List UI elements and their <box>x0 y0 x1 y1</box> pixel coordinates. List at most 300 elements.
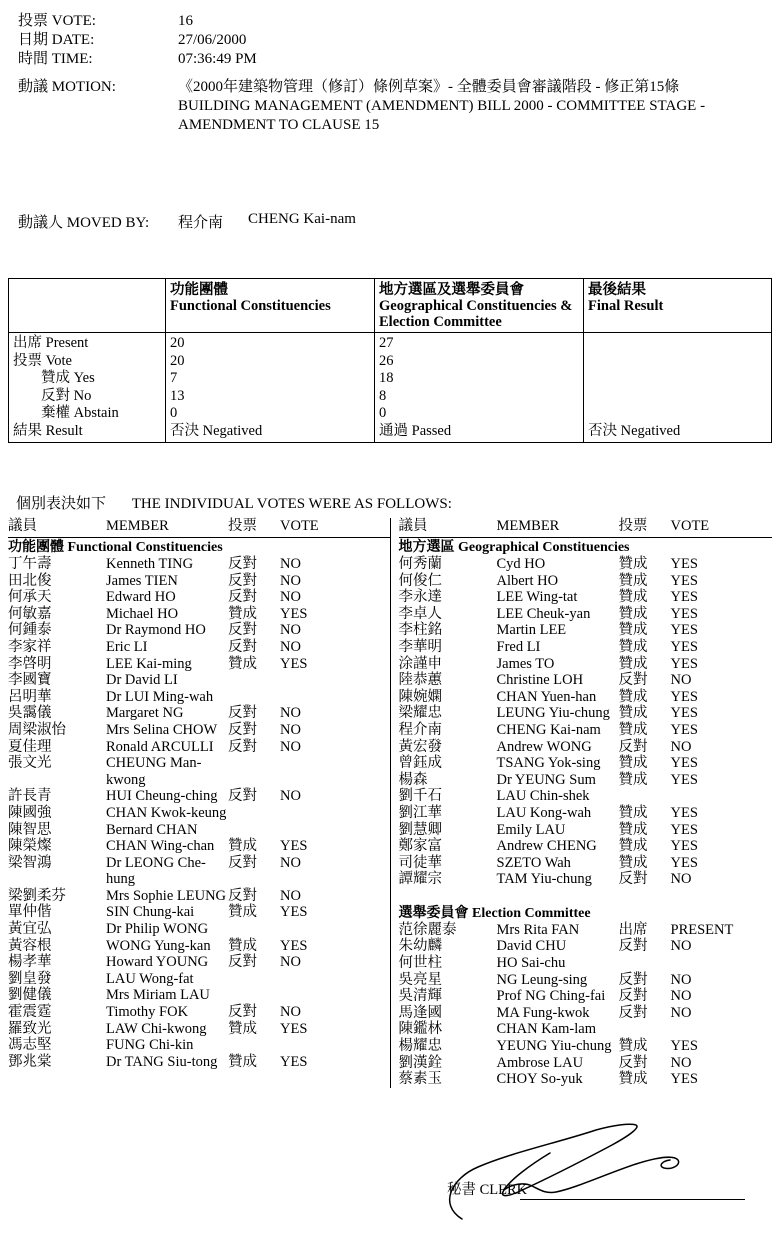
member-vote-en <box>671 955 773 972</box>
member-vote-en: NO <box>670 971 692 988</box>
summary-label-yes <box>13 370 161 388</box>
member-name-en: CHOY So-yuk <box>496 1071 583 1088</box>
gc-result: 通過 Passed <box>379 422 452 439</box>
group-header-geographical-cn: 地方選區 <box>398 540 455 555</box>
member-row <box>8 822 390 839</box>
member-vote-en: YES <box>670 854 698 871</box>
member-vote-en <box>280 971 390 988</box>
member-name-en: Mrs Sophie LEUNG <box>106 887 227 904</box>
member-vote-en: YES <box>670 638 698 655</box>
motion-text <box>178 78 760 135</box>
individual-votes-title <box>16 492 452 513</box>
member-vote-cn <box>228 689 280 706</box>
member-vote-en: YES <box>670 556 698 572</box>
member-row <box>8 1037 390 1054</box>
member-vote-cn: 反對 <box>228 589 257 606</box>
member-name-cn: 鄧兆棠 <box>8 1053 52 1070</box>
member-row <box>399 922 773 939</box>
member-row <box>399 739 773 756</box>
member-name-cn: 陳國強 <box>8 804 52 821</box>
member-name-en: SZETO Wah <box>496 854 571 871</box>
label-vote-cn: 投票 <box>13 352 42 369</box>
member-vote-cn <box>228 822 280 839</box>
member-row <box>8 888 390 905</box>
member-vote-en: NO <box>280 1004 301 1021</box>
meta-row-time <box>18 50 758 69</box>
member-vote-en: YES <box>670 838 698 855</box>
group-header-functional <box>8 538 390 556</box>
summary-header-functional-en: Functional Constituencies <box>170 298 331 314</box>
header-member-en-right: MEMBER <box>496 518 560 534</box>
summary-header-functional-cn: 功能團體 <box>170 282 228 298</box>
member-row <box>8 739 390 756</box>
member-name-cn: 田北俊 <box>8 572 52 589</box>
individual-votes-lists <box>8 518 772 1088</box>
member-name-en: Margaret NG <box>106 705 184 722</box>
motion-line-en-1: BUILDING MANAGEMENT (AMENDMENT) BILL 2000 - COMMITTEE STAGE - <box>178 98 706 114</box>
member-name-en: James TO <box>496 655 555 672</box>
member-vote-en <box>280 921 390 938</box>
member-vote-en: NO <box>670 1054 692 1071</box>
member-name-en: CHEUNG Man-kwong <box>106 755 202 788</box>
member-vote-cn: 反對 <box>228 622 257 639</box>
gc-yes: 18 <box>379 370 394 386</box>
summary-label-vote <box>13 353 161 371</box>
member-row <box>8 1004 390 1021</box>
member-name-en: CHAN Kwok-keung <box>106 804 227 821</box>
member-name-cn: 陸恭蕙 <box>398 672 442 689</box>
group-header-election-committee-en: Election Committee <box>472 905 591 921</box>
member-vote-en: YES <box>670 622 698 639</box>
member-name-en: Ambrose LAU <box>496 1054 584 1071</box>
member-name-en: LEE Wing-tat <box>496 589 578 606</box>
member-name-en: WONG Yung-kan <box>106 937 211 954</box>
member-row <box>399 772 773 789</box>
vote-value: 16 <box>178 13 193 29</box>
group-header-election-committee-cn: 選舉委員會 <box>398 905 469 921</box>
member-vote-cn: 贊成 <box>618 804 648 821</box>
fr-result: 否決 Negatived <box>588 422 681 439</box>
member-name-cn: 梁耀忠 <box>398 705 442 722</box>
member-row <box>399 1021 773 1038</box>
moved-by-name-en: CHENG Kai-nam <box>248 211 356 227</box>
member-name-cn: 梁劉柔芬 <box>8 887 66 904</box>
member-vote-en <box>671 788 773 805</box>
member-vote-cn: 贊成 <box>228 655 257 672</box>
member-row <box>399 656 773 673</box>
motion-label: 動議 MOTION: <box>18 79 116 95</box>
member-name-cn: 陳榮燦 <box>8 838 52 855</box>
label-vote-en: Vote <box>45 352 72 369</box>
member-vote-en: YES <box>280 1020 308 1037</box>
individual-votes-title-en: THE INDIVIDUAL VOTES WERE AS FOLLOWS: <box>131 496 452 512</box>
member-vote-en <box>280 987 390 1004</box>
summary-header-functional <box>166 279 375 333</box>
member-name-cn: 呂明華 <box>8 688 52 705</box>
label-result-cn: 結果 <box>13 422 42 439</box>
member-vote-cn: 贊成 <box>618 1038 648 1055</box>
member-name-cn: 蔡素玉 <box>398 1071 442 1088</box>
fc-vote: 20 <box>170 352 185 369</box>
member-name-en: Dr TANG Siu-tong <box>106 1053 218 1070</box>
fc-abstain: 0 <box>170 405 178 421</box>
clerk-label: 秘書 CLERK <box>447 1182 528 1198</box>
header-vote-cn-right: 投票 <box>618 518 648 534</box>
member-vote-en: NO <box>670 871 692 888</box>
member-vote-en: PRESENT <box>670 921 734 938</box>
member-name-en: Dr Philip WONG <box>106 921 209 938</box>
member-row <box>8 589 390 606</box>
member-row <box>8 705 390 722</box>
member-vote-en <box>671 1021 773 1038</box>
member-name-cn: 羅致光 <box>8 1020 52 1037</box>
member-vote-en: NO <box>280 887 301 904</box>
member-name-cn: 劉慧卿 <box>398 821 442 838</box>
member-name-cn: 黃容根 <box>8 937 52 954</box>
member-name-en: Mrs Selina CHOW <box>106 721 218 738</box>
member-vote-cn: 反對 <box>618 1004 648 1021</box>
member-vote-cn <box>228 987 280 1004</box>
member-row <box>399 573 773 590</box>
member-name-en: Timothy FOK <box>106 1004 189 1021</box>
member-vote-cn: 贊成 <box>618 838 648 855</box>
member-name-en: Kenneth TING <box>106 556 194 572</box>
member-name-cn: 李家祥 <box>8 638 52 655</box>
summary-header-blank <box>9 279 166 333</box>
member-vote-en: NO <box>280 589 301 606</box>
summary-header-final-en: Final Result <box>588 298 664 314</box>
member-row <box>8 904 390 921</box>
member-name-en: Martin LEE <box>496 622 567 639</box>
member-vote-cn: 贊成 <box>618 589 648 606</box>
header-vote-en-right: VOTE <box>670 518 710 534</box>
member-vote-cn: 贊成 <box>228 1020 257 1037</box>
member-rows-election-committee <box>399 922 773 1088</box>
member-name-en: SIN Chung-kai <box>106 904 195 921</box>
member-name-cn: 吳清輝 <box>398 988 442 1005</box>
fr-present <box>588 335 767 353</box>
member-vote-cn: 反對 <box>228 721 257 738</box>
header-vote-en: VOTE <box>280 518 319 534</box>
member-name-cn: 劉江華 <box>398 804 442 821</box>
summary-values-geographical <box>375 333 584 443</box>
member-vote-cn: 反對 <box>228 705 257 722</box>
member-vote-cn: 反對 <box>228 638 257 655</box>
date-value: 27/06/2000 <box>178 32 247 48</box>
member-name-cn: 朱幼麟 <box>398 938 442 955</box>
member-name-en: YEUNG Yiu-chung <box>496 1038 612 1055</box>
group-header-geographical <box>399 538 773 556</box>
member-row <box>399 1005 773 1022</box>
member-name-en: TSANG Yok-sing <box>496 755 601 772</box>
member-vote-en: NO <box>670 1004 692 1021</box>
summary-label-present <box>13 335 161 353</box>
member-vote-cn: 贊成 <box>228 605 257 622</box>
signature-line <box>520 1199 745 1200</box>
member-vote-en: YES <box>670 721 698 738</box>
member-name-cn: 陳智思 <box>8 821 52 838</box>
member-vote-en: NO <box>280 788 301 805</box>
member-name-cn: 曾鈺成 <box>398 755 442 772</box>
member-name-cn: 馬逢國 <box>398 1004 442 1021</box>
member-name-en: David CHU <box>496 938 567 955</box>
member-name-en: LAW Chi-kwong <box>106 1020 207 1037</box>
label-result-en: Result <box>45 422 83 439</box>
member-row <box>8 855 390 888</box>
member-name-en: LEE Cheuk-yan <box>496 605 591 622</box>
label-no-cn: 反對 <box>41 387 70 404</box>
member-name-en: LEE Kai-ming <box>106 655 192 672</box>
member-vote-cn: 反對 <box>618 1054 648 1071</box>
member-vote-en <box>280 755 390 788</box>
summary-values-functional <box>166 333 375 443</box>
member-name-cn: 梁智鴻 <box>8 854 52 871</box>
member-name-cn: 李柱銘 <box>398 622 442 639</box>
member-name-cn: 楊耀忠 <box>398 1038 442 1055</box>
member-name-cn: 范徐麗泰 <box>398 921 457 938</box>
meta-row-date <box>18 31 758 50</box>
fr-abstain <box>588 405 767 423</box>
gc-present: 27 <box>379 335 394 351</box>
member-name-cn: 夏佳理 <box>8 738 52 755</box>
member-row <box>399 1071 773 1088</box>
member-name-en: MA Fung-kwok <box>496 1004 590 1021</box>
member-vote-en: NO <box>670 738 692 755</box>
member-vote-en: YES <box>670 572 698 589</box>
member-vote-cn: 反對 <box>618 871 648 888</box>
member-vote-cn: 反對 <box>228 556 257 572</box>
moved-by-label: 動議人 MOVED BY: <box>18 215 150 231</box>
member-vote-cn: 贊成 <box>618 622 648 639</box>
member-name-en: LAU Wong-fat <box>106 970 194 987</box>
summary-label-abstain <box>13 405 161 423</box>
member-vote-cn: 反對 <box>618 971 648 988</box>
member-name-cn: 何秀蘭 <box>398 556 442 572</box>
motion-line-en-2: AMENDMENT TO CLAUSE 15 <box>178 117 380 133</box>
member-vote-en <box>280 672 390 689</box>
member-name-cn: 李卓人 <box>398 605 442 622</box>
member-row <box>399 938 773 955</box>
member-name-en: CHENG Kai-nam <box>496 721 601 738</box>
member-row <box>8 1021 390 1038</box>
member-vote-en: YES <box>280 1053 308 1070</box>
member-row <box>399 689 773 706</box>
member-name-en: LEUNG Yiu-chung <box>496 705 610 722</box>
member-vote-en: NO <box>280 705 301 722</box>
member-name-cn: 楊森 <box>398 771 428 788</box>
member-vote-en: NO <box>280 954 301 971</box>
member-vote-cn <box>228 1037 280 1054</box>
member-row <box>399 871 773 888</box>
member-name-cn: 吳靄儀 <box>8 705 52 722</box>
member-name-cn: 李永達 <box>398 589 442 606</box>
group-header-functional-en: Functional Constituencies <box>67 540 223 555</box>
member-vote-cn: 贊成 <box>618 572 648 589</box>
member-vote-en: YES <box>670 605 698 622</box>
member-name-en: Mrs Miriam LAU <box>106 987 210 1004</box>
member-vote-cn: 反對 <box>618 672 648 689</box>
member-row <box>399 755 773 772</box>
member-name-en: Dr David LI <box>106 672 178 689</box>
member-vote-en <box>280 822 390 839</box>
member-vote-cn: 反對 <box>618 738 648 755</box>
list-column-left <box>8 518 390 1088</box>
list-column-right <box>390 518 773 1088</box>
member-row <box>8 722 390 739</box>
member-vote-cn: 出席 <box>618 921 648 938</box>
member-name-en: CHAN Yuen-han <box>496 688 597 705</box>
member-vote-en: YES <box>670 1038 698 1055</box>
member-vote-cn: 贊成 <box>618 655 648 672</box>
summary-header-geographical-cn: 地方選區及選舉委員會 <box>379 282 524 298</box>
member-row <box>399 838 773 855</box>
member-vote-cn: 贊成 <box>618 638 648 655</box>
column-headers-right <box>399 518 773 538</box>
member-name-en: Howard YOUNG <box>106 954 209 971</box>
member-name-cn: 何敏嘉 <box>8 605 52 622</box>
member-vote-cn: 反對 <box>228 788 257 805</box>
member-vote-cn: 贊成 <box>618 721 648 738</box>
group-header-functional-cn: 功能團體 <box>8 540 64 555</box>
member-name-cn: 霍震霆 <box>8 1004 52 1021</box>
member-name-en: NG Leung-sing <box>496 971 588 988</box>
member-vote-cn: 贊成 <box>618 771 648 788</box>
date-label: 日期 DATE: <box>18 32 95 48</box>
member-vote-cn: 贊成 <box>228 904 257 921</box>
member-name-cn: 鄭家富 <box>398 838 442 855</box>
time-value: 07:36:49 PM <box>178 51 257 67</box>
member-name-en: Michael HO <box>106 605 179 622</box>
individual-votes-title-cn: 個別表決如下 <box>16 496 107 512</box>
member-vote-cn: 贊成 <box>618 688 648 705</box>
member-vote-en: YES <box>670 589 698 606</box>
member-name-cn: 司徒華 <box>398 854 442 871</box>
member-row <box>399 855 773 872</box>
member-name-cn: 許長青 <box>8 788 52 805</box>
member-vote-en: NO <box>280 721 301 738</box>
moved-by-name-cn: 程介南 <box>178 215 224 231</box>
member-name-en: Edward HO <box>106 589 176 606</box>
member-vote-cn: 反對 <box>228 738 257 755</box>
summary-label-no <box>13 388 161 406</box>
vote-summary-table <box>8 278 772 443</box>
time-label: 時間 TIME: <box>18 51 93 67</box>
member-vote-cn: 贊成 <box>618 755 648 772</box>
fc-result: 否決 Negatived <box>170 422 263 439</box>
summary-header-geographical <box>375 279 584 333</box>
header-member-en: MEMBER <box>106 518 169 534</box>
member-vote-en: YES <box>670 705 698 722</box>
member-name-en: CHAN Kam-lam <box>496 1021 596 1038</box>
member-name-cn: 單仲偕 <box>8 904 52 921</box>
summary-label-result <box>13 423 161 441</box>
member-vote-cn: 贊成 <box>228 937 257 954</box>
member-name-cn: 李國寶 <box>8 672 52 689</box>
fr-no <box>588 388 767 406</box>
member-name-en: FUNG Chi-kin <box>106 1037 194 1054</box>
member-row <box>399 805 773 822</box>
member-row <box>399 955 773 972</box>
member-row <box>399 972 773 989</box>
member-name-cn: 陳鑑林 <box>398 1021 442 1038</box>
member-vote-cn: 反對 <box>618 938 648 955</box>
member-row <box>8 755 390 788</box>
member-row <box>399 722 773 739</box>
member-row <box>8 838 390 855</box>
member-row <box>399 589 773 606</box>
gc-vote: 26 <box>379 352 394 369</box>
member-row <box>399 556 773 573</box>
member-vote-cn <box>228 755 280 788</box>
member-name-en: Ronald ARCULLI <box>106 738 214 755</box>
header-member-cn-right: 議員 <box>398 518 428 534</box>
member-row <box>399 705 773 722</box>
member-vote-cn: 反對 <box>228 954 257 971</box>
column-headers-left <box>8 518 390 538</box>
member-vote-cn <box>619 955 671 972</box>
member-name-cn: 劉皇發 <box>8 970 52 987</box>
header-vote-cn: 投票 <box>228 518 257 534</box>
member-name-cn: 何世柱 <box>398 955 442 972</box>
member-name-en: Andrew CHENG <box>496 838 597 855</box>
member-name-en: Dr LUI Ming-wah <box>106 688 214 705</box>
member-vote-cn: 反對 <box>228 1004 257 1021</box>
member-vote-en: YES <box>280 904 308 921</box>
motion-block <box>18 78 760 135</box>
member-name-cn: 譚耀宗 <box>398 871 442 888</box>
member-row <box>8 656 390 673</box>
member-name-en: TAM Yiu-chung <box>496 871 592 888</box>
member-vote-cn: 反對 <box>228 887 257 904</box>
group-header-geographical-en: Geographical Constituencies <box>458 540 630 555</box>
member-name-en: Emily LAU <box>496 821 566 838</box>
member-vote-cn: 反對 <box>228 572 257 589</box>
member-vote-cn <box>228 971 280 988</box>
member-vote-cn <box>228 805 280 822</box>
member-vote-cn: 反對 <box>618 988 648 1005</box>
group-header-election-committee <box>399 904 773 922</box>
member-row <box>399 788 773 805</box>
member-vote-en: YES <box>670 821 698 838</box>
member-row <box>8 606 390 623</box>
label-yes-cn: 贊成 <box>41 370 70 386</box>
label-no-en: No <box>73 387 92 404</box>
member-name-en: HUI Cheung-ching <box>106 788 218 805</box>
member-name-en: LAU Chin-shek <box>496 788 590 805</box>
member-vote-cn: 贊成 <box>228 1053 257 1070</box>
moved-by-block <box>18 211 760 232</box>
member-vote-cn: 贊成 <box>618 556 648 572</box>
label-abstain-cn: 棄權 <box>41 405 70 421</box>
member-vote-en: NO <box>280 622 301 639</box>
member-name-cn: 李啓明 <box>8 655 52 672</box>
fc-no: 13 <box>170 387 185 404</box>
member-vote-cn: 贊成 <box>618 1071 648 1088</box>
member-name-cn: 黃宏發 <box>398 738 442 755</box>
gc-no: 8 <box>379 387 387 404</box>
member-name-en: Fred LI <box>496 638 541 655</box>
member-row <box>8 556 390 573</box>
member-vote-en: NO <box>280 854 301 871</box>
summary-header-final <box>584 279 772 333</box>
member-vote-en: YES <box>670 688 698 705</box>
signature-block <box>400 1120 770 1230</box>
member-row <box>8 1054 390 1071</box>
member-name-en: Bernard CHAN <box>106 821 198 838</box>
member-row <box>399 1055 773 1072</box>
fr-yes <box>588 370 767 388</box>
member-vote-en: YES <box>280 655 308 672</box>
